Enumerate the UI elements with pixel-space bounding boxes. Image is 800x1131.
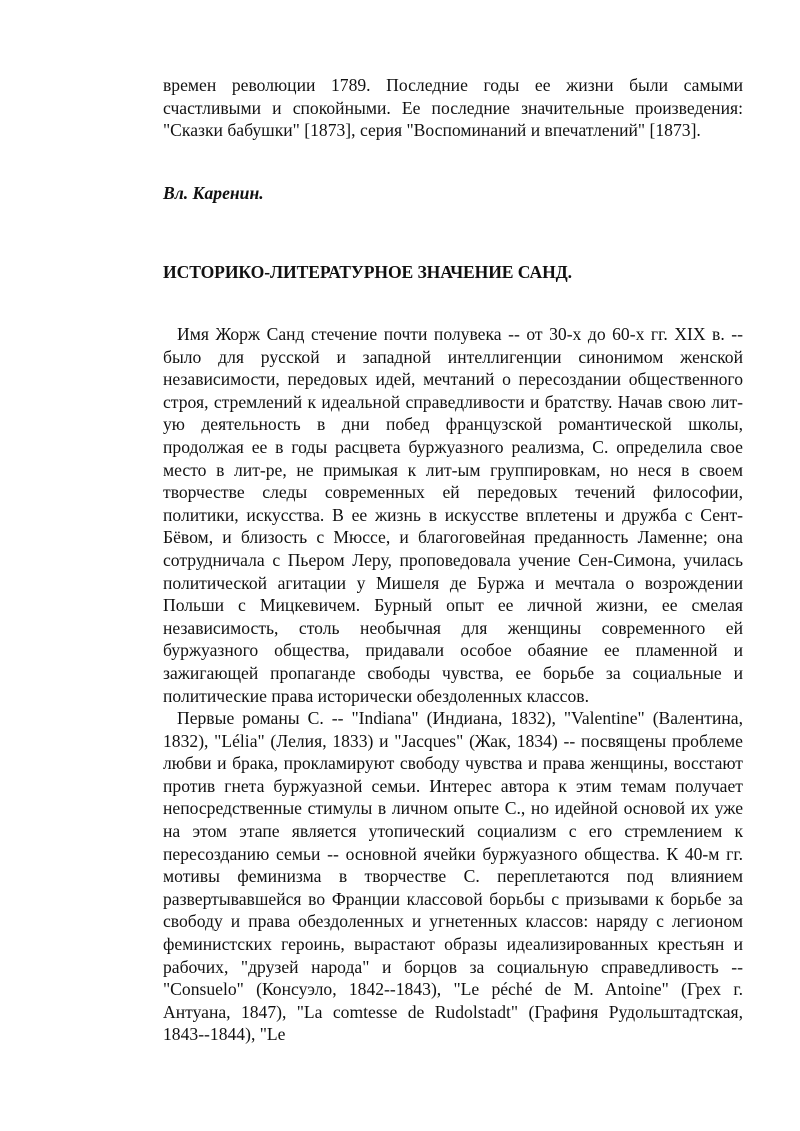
section-heading: ИСТОРИКО-ЛИТЕРАТУРНОЕ ЗНАЧЕНИЕ САНД. [163,262,572,282]
intro-paragraph: времен революции 1789. Последние годы ее жизни были самыми счастливыми и спокойными. Ее последние значительные произведения: "Сказки бабушки" [1873], серия "Воспоминаний и впечатлений" [1873]. [163,75,743,141]
body-paragraph-2: Первые романы С. -- "Indiana" (Индиана, 1832), "Valentine" (Валентина, 1832), "Lélia" (Лелия, 1833) и "Jacques" (Жак, 1834) -- посвящены проблеме любви и брака, прокламируют свободу чувства и права женщины, восстают против гнета буржуазной семьи. Интерес автора к этим темам получает непосредственные стимулы в личном опыте С., но идейной основой их уже на этом этапе является утопический социализм с его стремлением к пересозданию семьи -- основной ячейки буржуазного общества. К 40-м гг. мотивы феминизма в творчестве С. переплетаются под влиянием развертывавшейся во Франции классовой борьбы с призывами к борьбе за свободу и права обездоленных и угнетенных классов: наряду с легионом феминистских героинь, вырастают образы идеализированных крестьян и рабочих, "друзей народа" и борцов за социальную справедливость -- "Consuelo" (Консуэло, 1842--1843), "Le péché de M. Antoine" (Грех г. Антуана, 1847), "La comtesse de Rudolstadt" (Графиня Рудольштадтская, 1843--1844), "Le [163,708,743,1045]
intro-text-block [163,74,743,142]
author-signature: Вл. Каренин. [163,183,264,203]
section-body [163,323,743,1046]
body-paragraph-1: Имя Жорж Санд стечение почти полувека -- от 30-х до 60-х гг. XIX в. -- было для русской и западной интеллигенции синонимом женской независимости, передовых идей, мечтаний о пересоздании общественного строя, стремлений к идеальной справедливости и братству. Начав свою лит-ую деятельность в дни побед французской романтической школы, продолжая ее в годы расцвета буржуазного реализма, С. определила свое место в лит-ре, не примыкая к лит-ым группировкам, но неся в своем творчестве следы современных ей передовых течений философии, политики, искусства. В ее жизнь в искусстве вплетены и дружба с Сент-Бёвом, и близость с Мюссе, и благоговейная преданность Ламенне; она сотрудничала с Пьером Леру, проповедовала учение Сен-Симона, училась политической агитации у Мишеля де Буржа и мечтала о возрождении Польши с Мицкевичем. Бурный опыт ее личной жизни, ее смелая независимость, столь необычная для женщины современного ей буржуазного общества, придавали особое обаяние ее пламенной и зажигающей пропаганде свободы чувства, ее борьбе за социальные и политические права исторически обездоленных классов. [163,324,743,706]
